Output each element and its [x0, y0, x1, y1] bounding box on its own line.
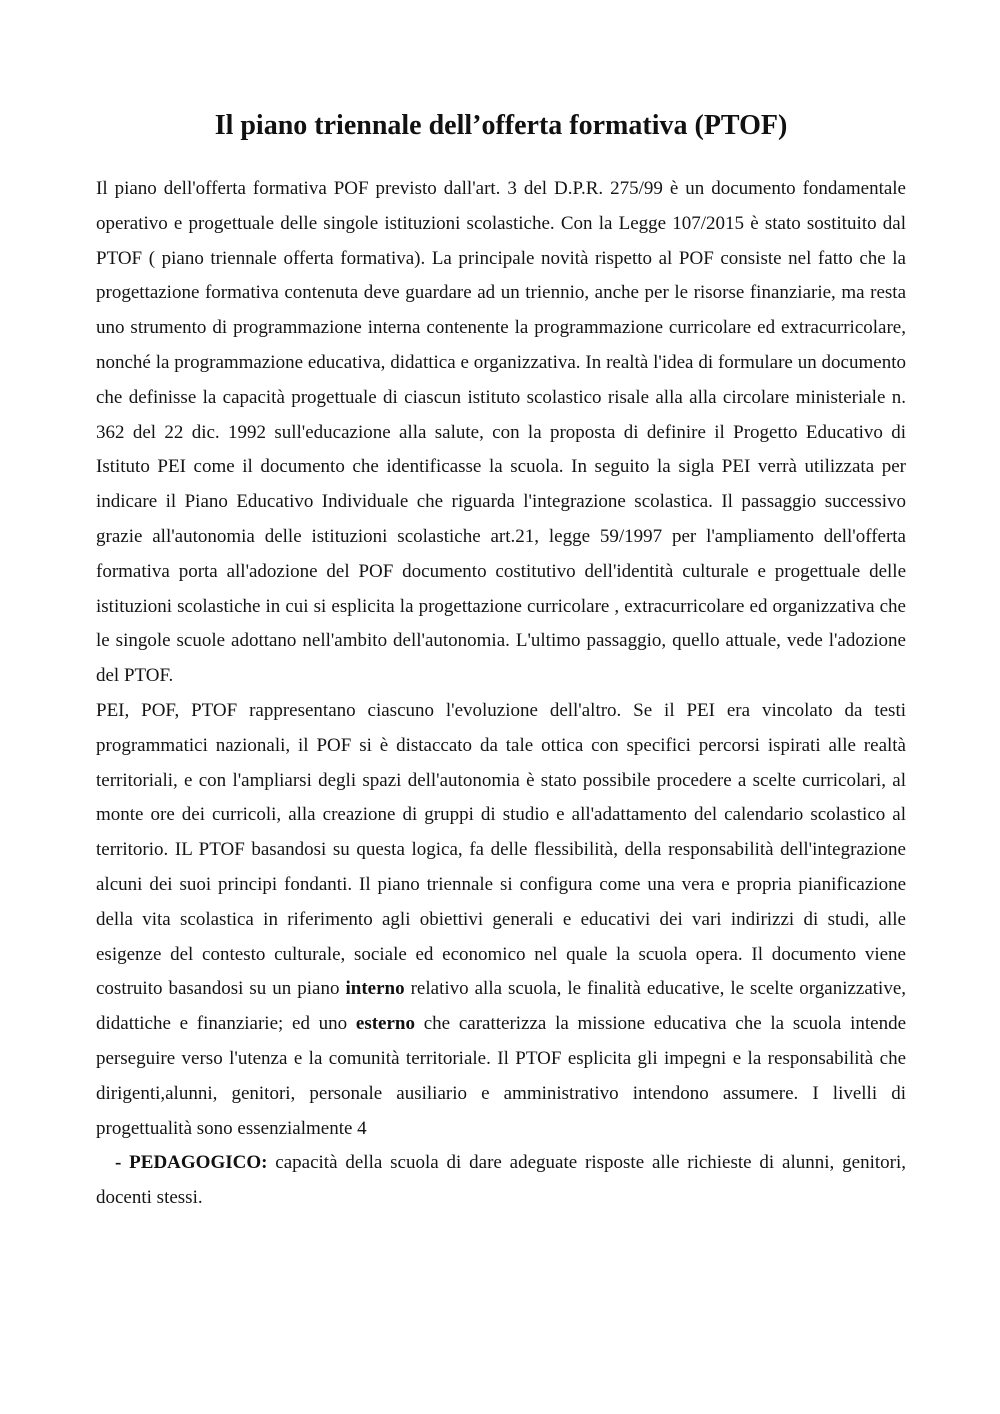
paragraph-text: relativo alla scuola, le finalità educative, le scelte organizzative, didattiche e finanziarie; ed uno [96, 978, 907, 1035]
document-title: Il piano triennale dell’offerta formativa (PTOF) [214, 110, 788, 141]
paragraph-text: PEI, POF, PTOF rappresentano ciascuno l'evoluzione dell'altro. Se il PEI era vincolato da testi programmatici nazionali, il POF si è distaccato da tale ottica con specifici percorsi ispirati alle realtà territoriali, e con l'ampliarsi degli spazi dell'autonomia è stato possibile procedere a scelte curricolari, al monte ore dei curricoli, alla creazione di gruppi di studio e all'adattamento del calendario scolastico al territorio. IL PTOF basandosi su questa logica, fa delle flessibilità, della responsabilità dell'integrazione alcuni dei suoi principi fondanti. Il piano triennale si configura come una vera e propria pianificazione della vita scolastica in riferimento agli obiettivi generali e educativi dei vari indirizzi di studi, alle esigenze del contesto culturale, sociale ed economico nel quale la scuola opera. Il documento viene costruito basandosi su un piano [96, 699, 906, 1000]
document-page [96, 108, 906, 1216]
bold-term-esterno: esterno [355, 1013, 415, 1035]
bold-term-interno: interno [345, 978, 405, 1000]
list-item-pedagogico [96, 1146, 906, 1216]
list-item-label: - PEDAGOGICO: [115, 1152, 268, 1174]
paragraph-ptof-evolution [96, 694, 906, 1146]
paragraph-pof-history: Il piano dell'offerta formativa POF previsto dall'art. 3 del D.P.R. 275/99 è un documento fondamentale operativo e progettuale delle singole istituzioni scolastiche. Con la Legge 107/2015 è stato sostituito dal PTOF ( piano triennale offerta formativa). La principale novità rispetto al POF consiste nel fatto che la progettazione formativa contenuta deve guardare ad un triennio, anche per le risorse finanziarie, ma resta uno strumento di programmazione interna contenente la programmazione curricolare ed extracurricolare, nonché la programmazione educativa, didattica e organizzativa. In realtà l'idea di formulare un documento che definisse la capacità progettuale di ciascun istituto scolastico risale alla alla circolare ministeriale n. 362 del 22 dic. 1992 sull'educazione alla salute, con la proposta di definire il Progetto Educativo di Istituto PEI come il documento che identificasse la scuola. In seguito la sigla PEI verrà utilizzata per indicare il Piano Educativo Individuale che riguarda l'integrazione scolastica. Il passaggio successivo grazie all'autonomia delle istituzioni scolastiche art.21, legge 59/1997 per l'ampliamento dell'offerta formativa porta all'adozione del POF documento costitutivo dell'identità culturale e progettuale delle istituzioni scolastiche in cui si esplicita la progettazione curricolare , extracurricolare ed organizzativa che le singole scuole adottano nell'ambito dell'autonomia. L'ultimo passaggio, quello attuale, vede l'adozione del PTOF. [96, 178, 906, 687]
paragraph-text: che caratterizza la missione educativa che la scuola intende perseguire verso l'utenza e la comunità territoriale. Il PTOF esplicita gli impegni e la responsabilità che dirigenti,alunni, genitori, personale ausiliario e amministrativo intendono assumere. I livelli di progettualità sono essenzialmente 4 [96, 1013, 907, 1139]
list-item-text: capacità della scuola di dare adeguate risposte alle richieste di alunni, genitori, docenti stessi. [96, 1152, 906, 1209]
